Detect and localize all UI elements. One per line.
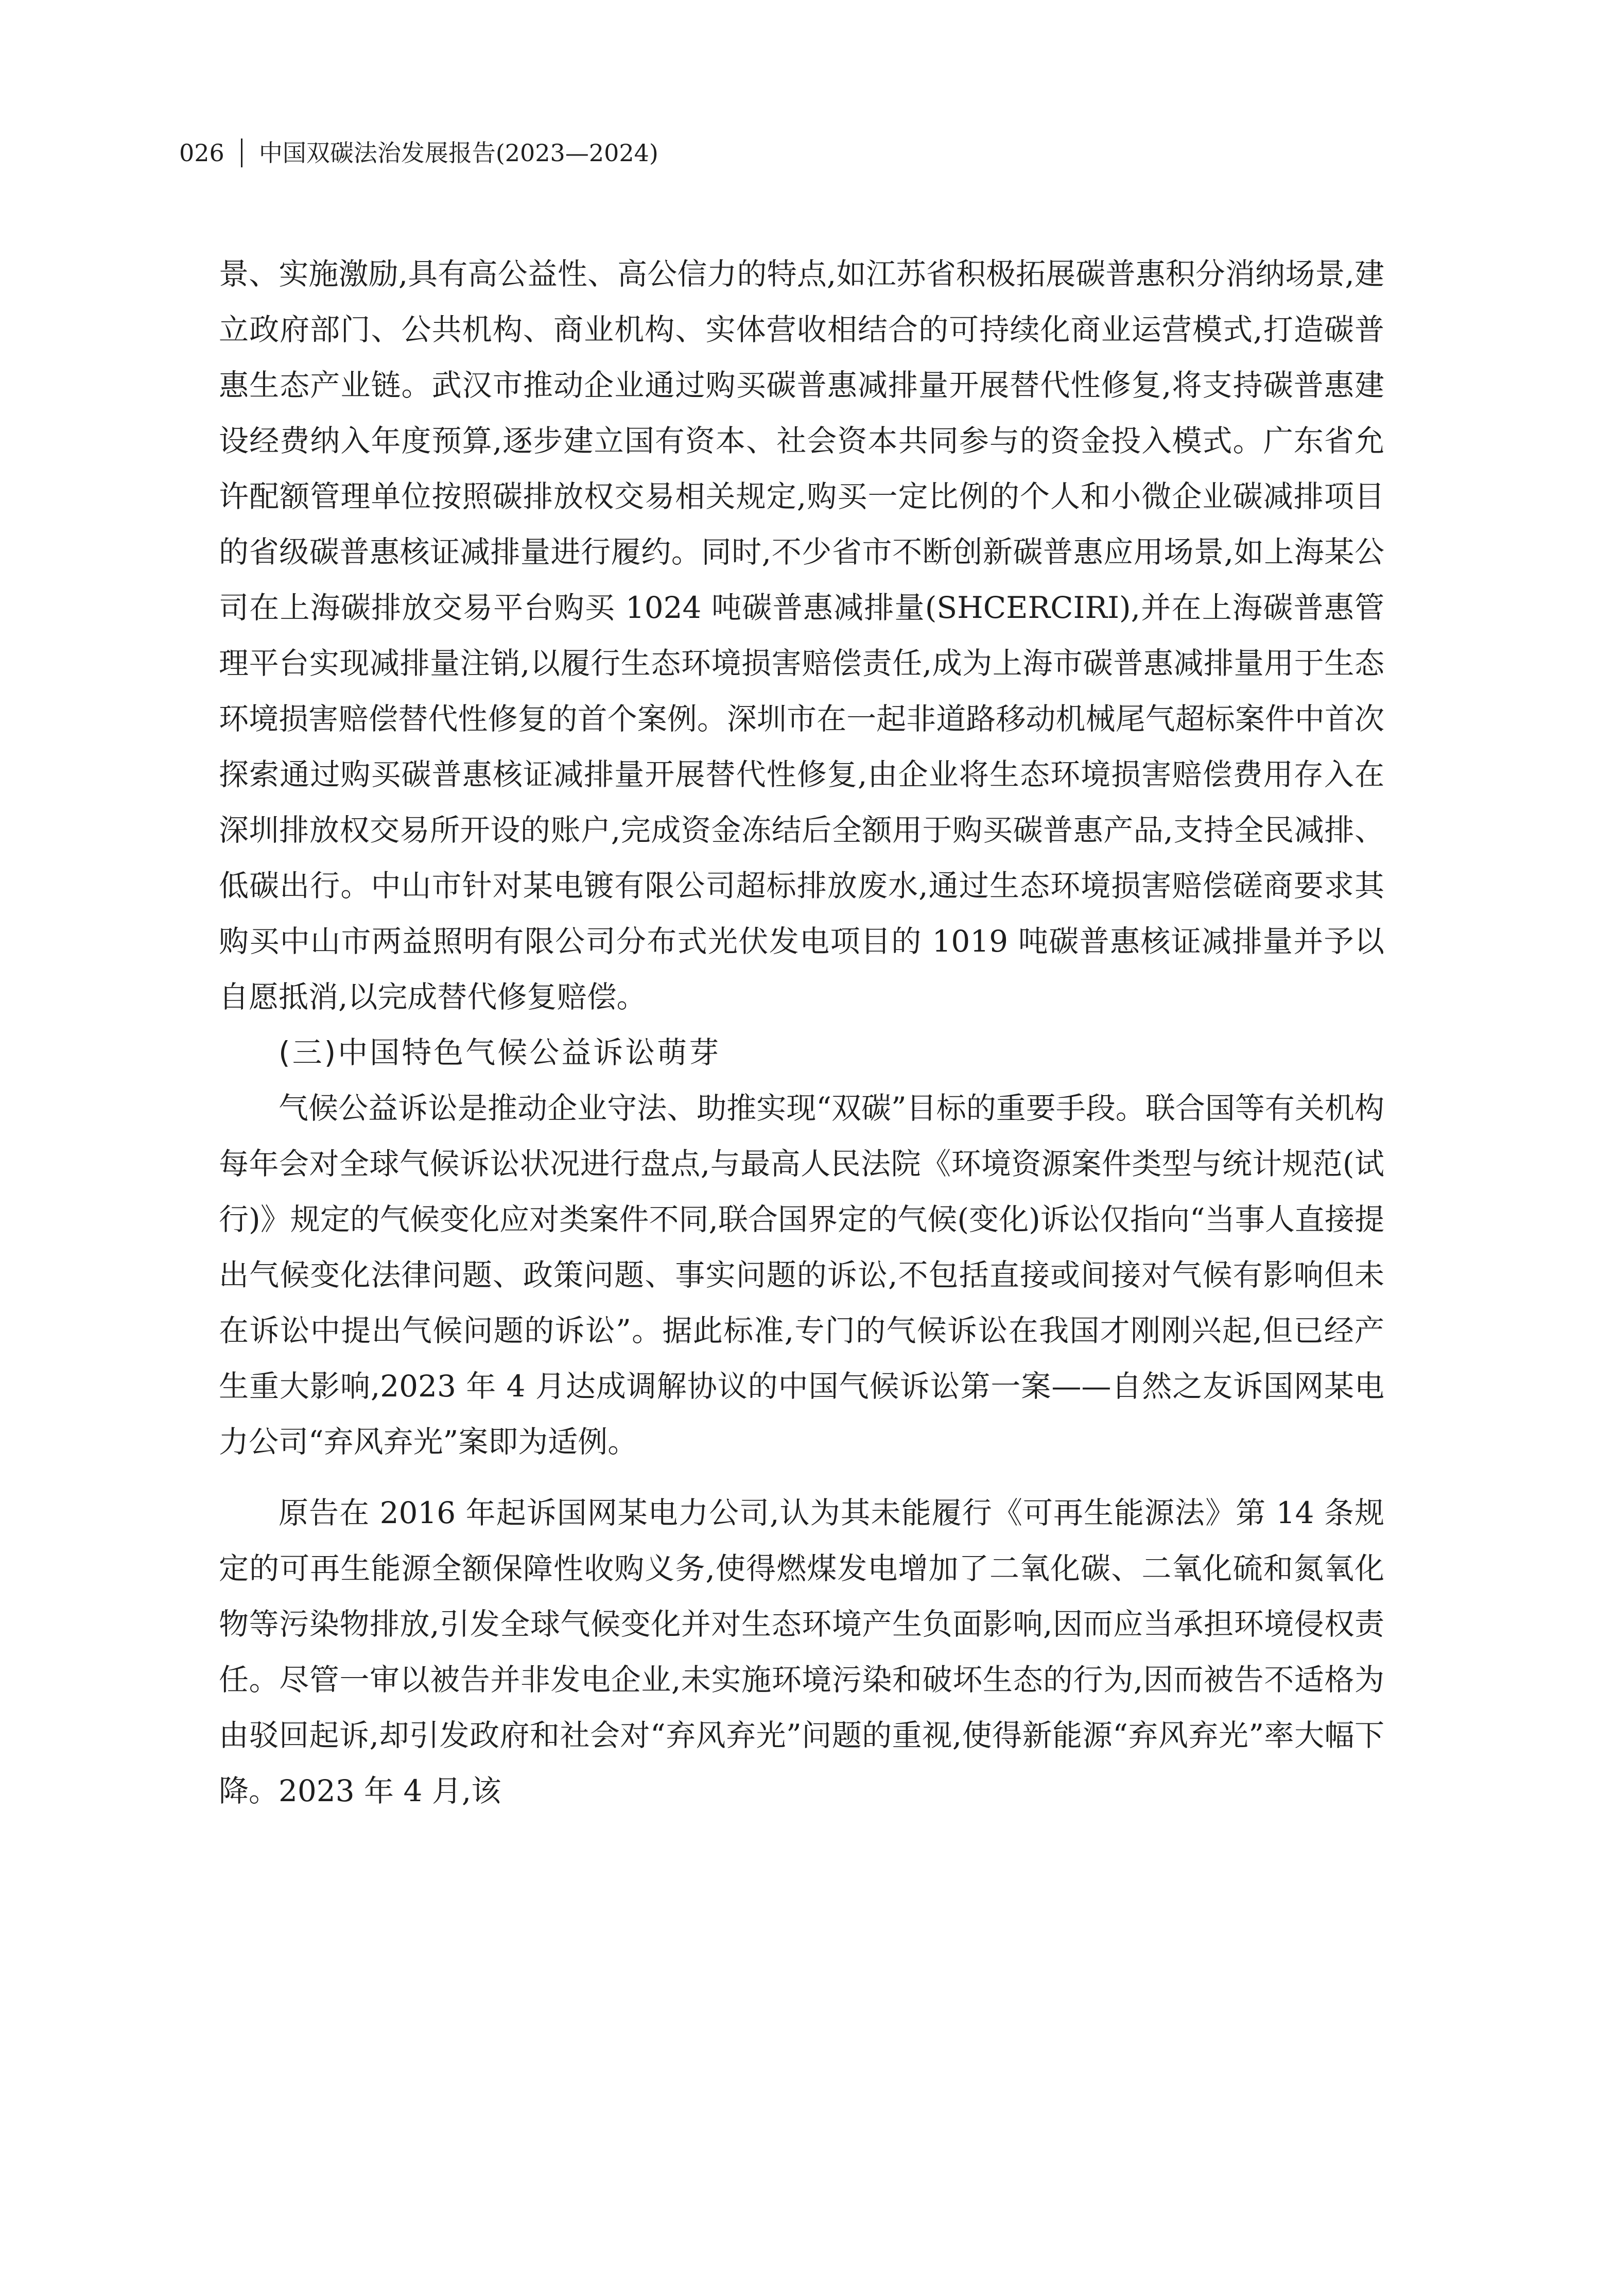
book-title: 中国双碳法治发展报告(2023—2024) (258, 139, 658, 167)
paragraph-climate-litigation: 气候公益诉讼是推动企业守法、助推实现“双碳”目标的重要手段。联合国等有关机构每年会对全球气候诉讼状况进行盘点,与最高人民法院《环境资源案件类型与统计规范(试行)》规定的气候变化应对类案件不同,联合国界定的气候(变化)诉讼仅指向“当事人直接提出气候变化法律问题、政策问题、事实问题的诉讼,不包括直接或间接对气候有影响但未在诉讼中提出气候问题的诉讼”。据此标准,专门的气候诉讼在我国才刚刚兴起,但已经产生重大影响,2023 年 4 月达成调解协议的中国气候诉讼第一案——自然之友诉国网某电力公司“弃风弃光”案即为适例。 (219, 1091, 1384, 1459)
paragraph-plaintiff-case: 原告在 2016 年起诉国网某电力公司,认为其未能履行《可再生能源法》第 14 条规定的可再生能源全额保障性收购义务,使得燃煤发电增加了二氧化碳、二氧化硫和氮氧化物等污染物排放,引发全球气候变化并对生态环境产生负面影响,因而应当承担环境侵权责任。尽管一审以被告并非发电企业,未实施环境污染和破坏生态的行为,因而被告不适格为由驳回起诉,却引发政府和社会对“弃风弃光”问题的重视,使得新能源“弃风弃光”率大幅下降。2023 年 4 月,该 (219, 1495, 1384, 1808)
header-divider (241, 139, 242, 167)
page-number: 026 (179, 139, 224, 167)
running-header (179, 135, 658, 171)
paragraph-carbon-inclusion: 景、实施激励,具有高公益性、高公信力的特点,如江苏省积极拓展碳普惠积分消纳场景,建立政府部门、公共机构、商业机构、实体营收相结合的可持续化商业运营模式,打造碳普惠生态产业链。武汉市推动企业通过购买碳普惠减排量开展替代性修复,将支持碳普惠建设经费纳入年度预算,逐步建立国有资本、社会资本共同参与的资金投入模式。广东省允许配额管理单位按照碳排放权交易相关规定,购买一定比例的个人和小微企业碳减排项目的省级碳普惠核证减排量进行履约。同时,不少省市不断创新碳普惠应用场景,如上海某公司在上海碳排放交易平台购买 1024 吨碳普惠减排量(SHCERCIRI),并在上海碳普惠管理平台实现减排量注销,以履行生态环境损害赔偿责任,成为上海市碳普惠减排量用于生态环境损害赔偿替代性修复的首个案例。深圳市在一起非道路移动机械尾气超标案件中首次探索通过购买碳普惠核证减排量开展替代性修复,由企业将生态环境损害赔偿费用存入在深圳排放权交易所开设的账户,完成资金冻结后全额用于购买碳普惠产品,支持全民减排、低碳出行。中山市针对某电镀有限公司超标排放废水,通过生态环境损害赔偿磋商要求其购买中山市两益照明有限公司分布式光伏发电项目的 1019 吨碳普惠核证减排量并予以自愿抵消,以完成替代修复赔偿。 (219, 256, 1384, 1014)
section-heading: (三)中国特色气候公益诉讼萌芽 (279, 1035, 721, 1070)
page-body (219, 246, 1384, 1819)
